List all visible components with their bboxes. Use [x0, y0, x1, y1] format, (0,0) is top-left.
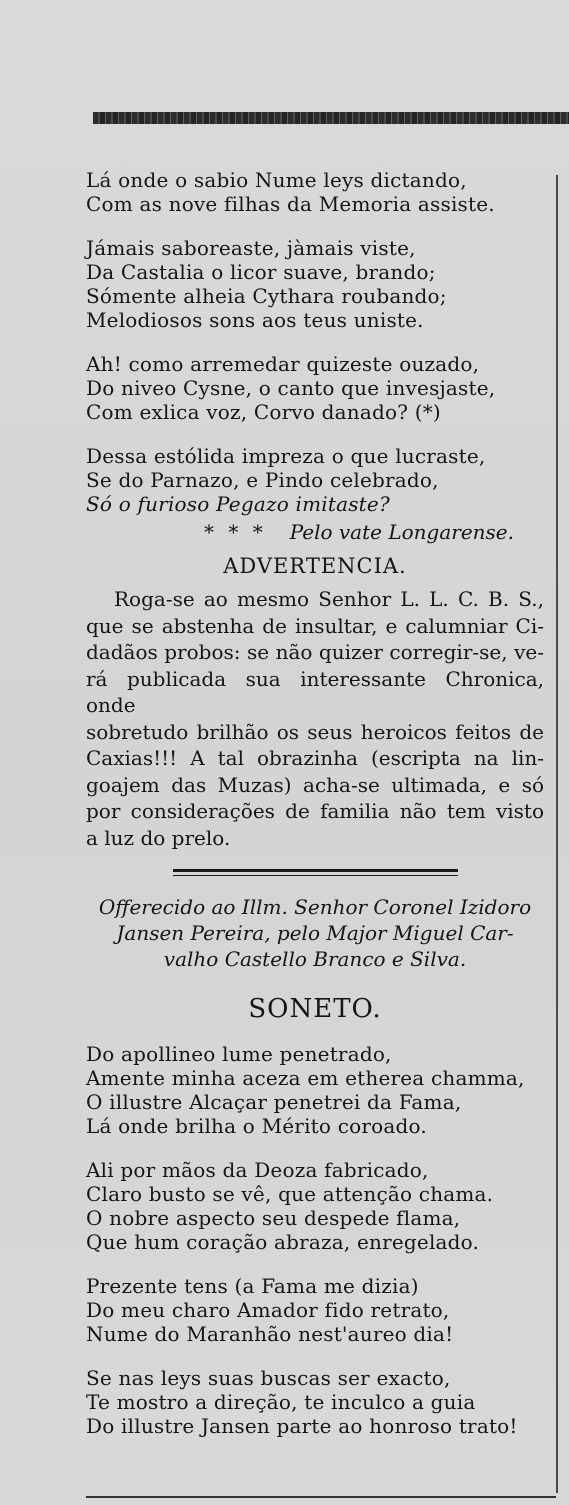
dedication-line: valho Castello Branco e Silva.	[163, 947, 467, 971]
verse-line: Se do Parnazo, e Pindo celebrado,	[86, 468, 439, 492]
verse-line: O nobre aspecto seu despede flama,	[86, 1206, 461, 1230]
poem-stanza	[86, 168, 544, 216]
verse-line: Ali por mãos da Deoza fabricado,	[86, 1158, 429, 1182]
verse-line: Lá onde brilha o Mérito coroado.	[86, 1114, 427, 1138]
verse-line: Amente minha aceza em etherea chamma,	[86, 1066, 525, 1090]
poem-stanza	[86, 236, 544, 332]
top-decorative-rule	[93, 112, 569, 124]
verse-line: Sómente alheia Cythara roubando;	[86, 284, 447, 308]
paragraph-line: Caxias!!! A tal obrazinha (escripta na lin-	[86, 746, 544, 770]
verse-line: Nume do Maranhão nest'aureo dia!	[86, 1322, 454, 1346]
sonnet-stanza	[86, 1042, 544, 1138]
sonnet	[86, 1042, 544, 1438]
verse-line: Melodiosos sons aos teus uniste.	[86, 308, 424, 332]
verse-line: Prezente tens (a Fama me dizia)	[86, 1274, 419, 1298]
verse-line: Do meu charo Amador fido retrato,	[86, 1298, 450, 1322]
divider-thick-rule	[173, 869, 458, 872]
verse-line: Com exlica voz, Corvo danado? (*)	[86, 400, 441, 424]
signature-text: Pelo vate Longarense.	[289, 520, 514, 544]
sonnet-stanza	[86, 1274, 544, 1346]
verse-line: Que hum coração abraza, enregelado.	[86, 1230, 480, 1254]
paragraph-line: a luz do prelo.	[86, 825, 231, 850]
section-divider	[173, 869, 458, 876]
verse-line: Lá onde o sabio Nume leys dictando,	[86, 168, 467, 192]
poem-stanza	[86, 352, 544, 424]
verse-line: Jámais saboreaste, jàmais viste,	[86, 236, 416, 260]
dedication	[86, 894, 544, 972]
advertencia-heading: ADVERTENCIA.	[223, 554, 407, 578]
poem-signature	[86, 520, 544, 544]
verse-line: Claro busto se vê, que attenção chama.	[86, 1182, 494, 1206]
paragraph-line: rá publicada sua interessante Chronica, onde	[86, 666, 544, 717]
paragraph-line: goajem das Muzas) acha-se ultimada, e só	[86, 772, 544, 797]
paragraph-line: sobretudo brilhão os seus heroicos feitos de	[86, 719, 544, 744]
verse-line: O illustre Alcaçar penetrei da Fama,	[86, 1090, 462, 1114]
paragraph-line: dadãos probos: se não quizer corregir-se, ve-	[86, 640, 544, 664]
verse-line: Do niveo Cysne, o canto que invesjaste,	[86, 376, 496, 400]
advertencia-paragraph	[86, 586, 544, 851]
verse-line: Te mostro a direção, te inculco a guia	[86, 1390, 476, 1414]
verse-line: Da Castalia o licor suave, brando;	[86, 260, 436, 284]
verse-line: Só o furioso Pegazo imitaste?	[86, 492, 390, 516]
signature-stars: * * *	[204, 520, 267, 544]
bottom-rule	[86, 1496, 556, 1498]
verse-line: Ah! como arremedar quizeste ouzado,	[86, 352, 480, 376]
sonnet-stanza	[86, 1366, 544, 1438]
divider-thin-rule	[173, 875, 458, 876]
sonnet-stanza	[86, 1158, 544, 1254]
verse-line: Do illustre Jansen parte ao honroso trato!	[86, 1414, 518, 1438]
dedication-line: Jansen Pereira, pelo Major Miguel Car-	[116, 921, 514, 945]
text-column	[86, 168, 544, 1438]
paragraph-line: por considerações de familia não tem visto	[86, 799, 544, 823]
soneto-heading: SONETO.	[248, 994, 382, 1024]
poem-stanza	[86, 444, 544, 516]
verse-line: Se nas leys suas buscas ser exacto,	[86, 1366, 451, 1390]
verse-line: Com as nove filhas da Memoria assiste.	[86, 192, 495, 216]
verse-line: Do apollineo lume penetrado,	[86, 1042, 392, 1066]
paragraph-line: que se abstenha de insultar, e calumniar Ci-	[86, 613, 544, 638]
verse-line: Dessa estólida impreza o que lucraste,	[86, 444, 486, 468]
dedication-line: Offerecido ao Illm. Senhor Coronel Izidoro	[98, 895, 532, 919]
paragraph-line: Roga-se ao mesmo Senhor L. L. C. B. S.,	[114, 587, 544, 611]
column-divider-rule	[556, 175, 558, 1493]
poem-longarense	[86, 168, 544, 544]
